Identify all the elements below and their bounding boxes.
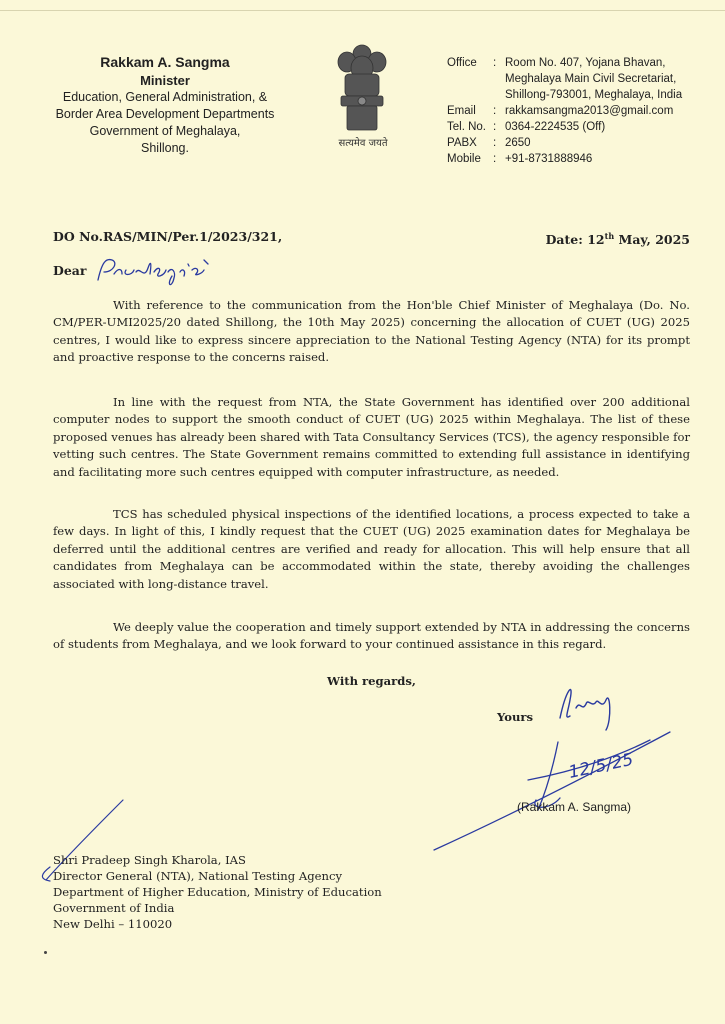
recipient-line: Department of Higher Education, Ministry of Education — [53, 885, 382, 899]
dept-line: Shillong. — [141, 141, 189, 155]
sender-name: Rakkam A. Sangma — [100, 54, 230, 70]
emblem-motto: सत्यमेव जयते — [338, 138, 388, 149]
contact-label: Mobile — [447, 153, 481, 165]
body-paragraph: TCS has scheduled physical inspections of the identified locations, a process expected to take a few days. In light of this, I kindly request that the CUET (UG) 2025 examination dates for Meghalaya be deferred until the additional centres are verified and ready for allocation. This will help ensure that all candidates from Meghalaya can be accommodated within the state, thereby avoiding the challenges associated with long-distance travel. — [53, 507, 690, 591]
letterhead-contacts — [447, 55, 717, 167]
body-paragraph: In line with the request from NTA, the State Government has identified over 200 additional computer nodes to support the smooth conduct of CUET (UG) 2025 within Meghalaya. The list of these proposed venues has already been shared with Tata Consultancy Services (TCS), the agency responsible for vetting such centres. The State Government remains committed to extending full assistance in identifying and facilitating more such centres equipped with computer infrastructure, as needed. — [53, 395, 690, 479]
yours-label: Yours — [497, 710, 534, 724]
recipient-line: Government of India — [53, 901, 175, 915]
closing: With regards, — [327, 674, 416, 688]
svg-text:12/5/25: 12/5/25 — [566, 749, 636, 783]
contact-row — [447, 87, 717, 103]
contact-row: Office : Room No. 407, Yojana Bhavan, — [447, 55, 717, 71]
contact-value: Room No. 407, Yojana Bhavan, — [505, 57, 666, 69]
contact-row: Tel. No. : 0364-2224535 (Off) — [447, 119, 717, 135]
contact-label: Office — [447, 57, 477, 69]
sender-role: Minister — [140, 73, 190, 88]
contact-value: 2650 — [505, 137, 531, 149]
body-paragraph: We deeply value the cooperation and timely support extended by NTA in addressing the concerns of students from Meghalaya, and we look forward to your continued assistance in this regard. — [53, 620, 690, 652]
contact-label: Tel. No. — [447, 121, 486, 133]
recipient-address — [53, 852, 382, 932]
contact-value: Shillong-793001, Meghalaya, India — [505, 89, 683, 101]
signatory-name: (Rakkam A. Sangma) — [517, 800, 632, 814]
contact-label: PABX — [447, 137, 477, 149]
contact-label — [447, 87, 493, 103]
letter-date: Date: 12th May, 2025 — [545, 231, 690, 248]
reference-number: DO No.RAS/MIN/Per.1/2023/321, — [53, 229, 283, 244]
dept-line: Government of Meghalaya, — [89, 124, 241, 138]
recipient-line: Director General (NTA), National Testing Agency — [53, 869, 343, 883]
recipient-line: Shri Pradeep Singh Kharola, IAS — [53, 853, 246, 867]
dept-line: Education, General Administration, & — [62, 90, 268, 104]
contact-row: Email : rakkamsangma2013@gmail.com — [447, 103, 717, 119]
page-speck — [44, 951, 47, 954]
contact-value: 0364-2224535 (Off) — [505, 121, 606, 133]
dept-line: Border Area Development Departments — [55, 107, 275, 121]
email-link[interactable]: rakkamsangma2013@gmail.com — [505, 105, 674, 117]
body-paragraph: With reference to the communication from the Hon'ble Chief Minister of Meghalaya (Do. No. CM/PER-UMI2025/20 dated Shillong, the 10th May 2025) concerning the allocation of CUET (UG) 2025 centres, I would like to express sincere appreciation to the National Testing Agency (NTA) for its prompt and proactive response to the concerns raised. — [53, 298, 690, 365]
contact-label — [447, 71, 493, 87]
contact-row — [447, 71, 717, 87]
recipient-line: New Delhi – 110020 — [53, 917, 173, 931]
salutation: Dear — [53, 263, 87, 278]
contact-row: PABX : 2650 — [447, 135, 717, 151]
contact-row: Mobile : +91-8731888946 — [447, 151, 717, 167]
contact-label: Email — [447, 105, 476, 117]
signature — [420, 660, 700, 860]
contact-value: Meghalaya Main Civil Secretariat, — [505, 73, 677, 85]
letterhead-sender — [30, 52, 300, 157]
contact-value: +91-8731888946 — [505, 153, 593, 165]
top-rule — [0, 10, 725, 11]
handwritten-salutation-name — [92, 250, 222, 290]
